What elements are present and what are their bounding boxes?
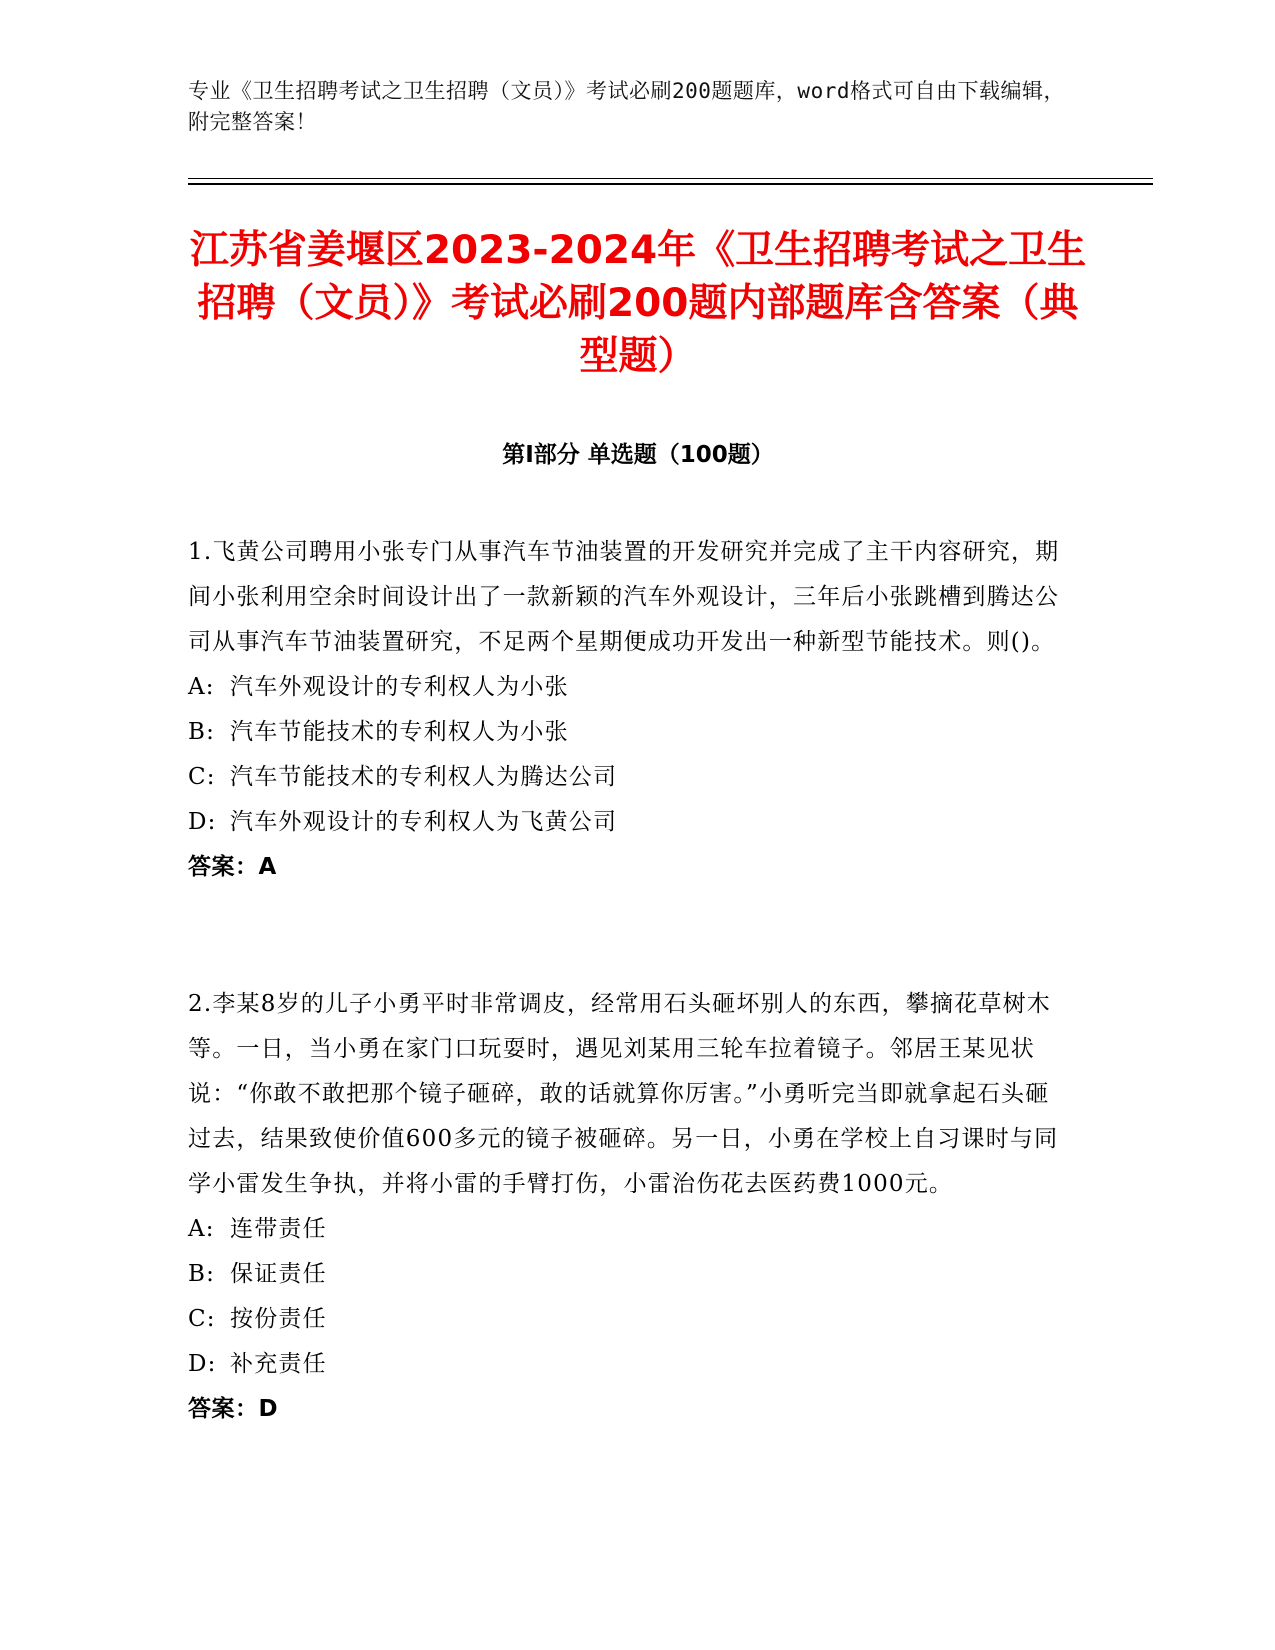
option-d [188,800,1068,845]
option-letter: A: [188,1216,215,1242]
document-title: 江苏省姜堰区2023-2024年《卫生招聘考试之卫生招聘（文员）》考试必刷200题内部题库含答案（典型题） [189,228,1087,379]
option-letter: B: [188,719,216,745]
section-title: 第Ⅰ部分 单选题（100题） [502,442,774,468]
header-divider-thin [188,178,1153,179]
option-letter: C: [188,764,216,790]
header-note: 专业《卫生招聘考试之卫生招聘（文员）》考试必刷200题题库，word格式可自由下载编辑，附完整答案！ [188,79,1065,134]
question-item [188,982,1068,1432]
option-text: 保证责任 [230,1261,327,1287]
option-letter: D: [188,1351,217,1377]
option-c [188,1297,1068,1342]
option-c [188,755,1068,800]
question-stem: 2.李某8岁的儿子小勇平时非常调皮，经常用石头砸坏别人的东西，攀摘花草树木等。一日，当小勇在家门口玩耍时，遇见刘某用三轮车拉着镜子。邻居王某见状说：“你敢不敢把那个镜子砸碎，敢的话就算你厉害。”小勇听完当即就拿起石头砸过去，结果致使价值600多元的镜子被砸碎。另一日，小勇在学校上自习课时与同学小雷发生争执，并将小雷的手臂打伤，小雷治伤花去医药费1000元。 [188,991,1059,1197]
question-stem: 1.飞黄公司聘用小张专门从事汽车节油装置的开发研究并完成了主干内容研究，期间小张利用空余时间设计出了一款新颖的汽车外观设计，三年后小张跳槽到腾达公司从事汽车节油装置研究，不足两个星期便成功开发出一种新型节能技术。则()。 [188,539,1060,655]
option-text: 汽车外观设计的专利权人为飞黄公司 [230,809,618,835]
option-text: 按份责任 [230,1306,327,1332]
question-item [188,530,1068,890]
header-divider-thick [188,183,1153,185]
option-letter: D: [188,809,217,835]
answer-line: 答案：A [188,854,277,880]
option-text: 汽车外观设计的专利权人为小张 [230,674,569,700]
option-letter: A: [188,674,215,700]
option-letter: B: [188,1261,216,1287]
option-text: 汽车节能技术的专利权人为小张 [230,719,569,745]
option-b [188,1252,1068,1297]
answer-line: 答案：D [188,1396,279,1422]
option-text: 连带责任 [230,1216,327,1242]
option-a [188,665,1068,710]
option-b [188,710,1068,755]
option-text: 补充责任 [230,1351,327,1377]
option-d [188,1342,1068,1387]
option-a [188,1207,1068,1252]
option-text: 汽车节能技术的专利权人为腾达公司 [230,764,618,790]
option-letter: C: [188,1306,216,1332]
